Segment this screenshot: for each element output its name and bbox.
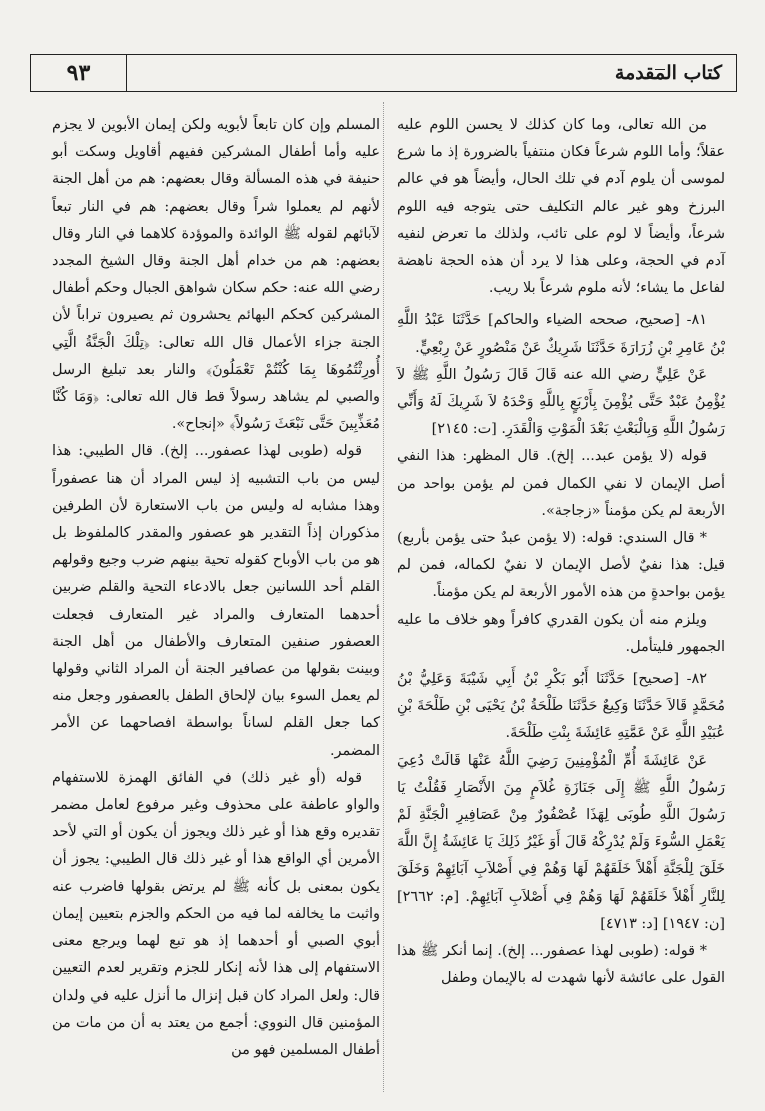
right-column	[397, 112, 725, 993]
hadith-82-matn: عَنْ عَائِشَةَ أُمِّ الْمُؤْمِنِينَ رَضِيَ اللَّهُ عَنْهَا قَالَتْ دُعِيَ رَسُولُ اللَّهِ ﷺ إِلَى جَنَازَةِ غُلاَمٍ مِنَ الأَنْصَارِ فَقُلْتُ يَا رَسُولَ اللَّهِ طُوبَى لِهَذَا عُصْفُورٌ مِنْ عَصَافِيرِ الْجَنَّةِ لَمْ يَعْمَلِ السُّوءَ وَلَمْ يُدْرِكْهُ قَالَ أَوَ غَيْرُ ذَلِكَ يَا عَائِشَةُ إِنَّ اللَّهَ خَلَقَ لِلْجَنَّةِ أَهْلاً خَلَقَهُمْ لَهَا وَهُمْ فِي أَصْلاَبِ آبَائِهِمْ وَخَلَقَ لِلنَّارِ أَهْلاً خَلَقَهُمْ لَهَا وَهُمْ فِي أَصْلاَبِ آبَائِهِمْ. [م: ٢٦٦٢] [ن: ١٩٤٧] [د: ٤٧١٣]	[397, 752, 725, 932]
header-dash	[655, 69, 665, 70]
commentary-81-sindi: * قال السندي: قوله: (لا يؤمن عبدٌ حتى يؤمن بأربع) قيل: هذا نفيٌ لأصل الإيمان لا نفيٌ لكماله، فمن لم يؤمن بواحدةٍ من هذه الأمور الأربعة لم يكن مؤمناً.	[397, 530, 725, 601]
column-separator	[383, 102, 384, 1092]
commentary-81-note: ويلزم منه أن يكون القدري كافراً وهو خلاف ما عليه الجمهور فليتأمل.	[397, 611, 725, 655]
paragraph-commentary-end: من الله تعالى، وما كان كذلك لا يحسن اللوم عليه عقلاً؛ وأما اللوم شرعاً فكان منتفياً بالضرورة إذ ما شرع لموسى أن يلوم آدم في تلك الحال، وأيضاً هو في عالم البرزخ وهو غير عالم التكليف حتى يتوجه فيه اللوم شرعاً، وأيضاً لا لوم على تائب، ولذلك ما تعرض لنفيه آدم في الحجة، وعلى هذا لا يرد أن هذه الحجة ناهضة لفاعل ما يشاء؛ لأنه ملوم شرعاً بلا ريب.	[397, 117, 725, 297]
commentary-81-mazhar: قوله (لا يؤمن عبد... إلخ). قال المظهر: هذا النفي أصل الإيمان لا نفي الكمال فمن لم يؤمن بواحد من الأربعة لم يكن مؤمناً «زجاجة».	[397, 448, 725, 519]
header-divider	[126, 55, 127, 91]
commentary-tibi-sparrow: قوله (طوبى لهذا عصفور... إلخ). قال الطيبي: هذا ليس من باب التشبيه إذ ليس المراد أن هنا عصفوراً وهذا مشابه له وليس من باب الاستعارة لأن الطرفين مذكوران إذاً التقدير هو عصفور والمقدر كالملفوظ بل هو من باب الأوباح كقوله تحية بينهم ضرب وجيع وقولهم القلم أحد اللسانين جعل بالادعاء التحية والقلم ضربين أحدهما المتعارف والمراد غير المتعارف فجعلت العصفور صنفين المتعارف والأطفال من أهل الجنة وبينت بقولها من عصافير الجنة أن المراد الثاني وقولها لم يعمل السوء بيان لإلحاق الطفل بالعصفور وجعل منه كما جعل القلم لساناً بواسطة افصاحهما عن الأمر المضمر.	[52, 443, 380, 759]
page-number: ٩٣	[66, 60, 91, 86]
hadith-82-isnad: ٨٢- [صحيح] حَدَّثَنَا أَبُو بَكْرِ بْنُ أَبِي شَيْبَةَ وَعَلِيُّ بْنُ مُحَمَّدٍ قَالاَ حَدَّثَنَا وَكِيعٌ حَدَّثَنَا طَلْحَةُ بْنُ يَحْيَى بْنِ طَلْحَةَ بْنِ عُبَيْدِ اللَّهِ عَنْ عَمَّتِهِ عَائِشَةَ بِنْتِ طَلْحَةَ.	[397, 671, 725, 742]
commentary-aw-ghayr: قوله (أو غير ذلك) في الفائق الهمزة للاستفهام والواو عاطفة على محذوف وغير مرفوع لعامل مضمر تقديره وقع هذا أو غير ذلك ويجوز أن يكون أو التي لأحد الأمرين أي الواقع هذا أو غير ذلك قال الطيبي: يجوز أن يكون بمعنى بل كأنه ﷺ لم يرتض بقولها فاضرب عنه واثبت ما يخالفه لما فيه من الحكم والجزم بتعيين إيمان أبوي الصبي أو أحدهما إذ هو تبع لهما ويرجع معنى الاستفهام إلى هذا لأنه إنكار للجزم وتقرير لعدم التعيين قال: ولعل المراد كان قبل إنزال ما أنزل عليه في ولدان المؤمنين قال النووي: أجمع من يعتد به أن من مات من أطفال المسلمين فهو من	[52, 769, 380, 1058]
book-title: كتاب المقدمة	[614, 62, 722, 84]
hadith-81-matn: عَنْ عَلِيٍّ رضي الله عنه قَالَ قَالَ رَسُولُ اللَّهِ ﷺ لاَ يُؤْمِنُ عَبْدٌ حَتَّى يُؤْمِنَ بِأَرْبَعٍ بِاللَّهِ وَحْدَهُ لاَ شَرِيكَ لَهُ وَأَنِّي رَسُولُ اللَّهِ وَبِالْبَعْثِ بَعْدَ الْمَوْتِ وَالْقَدَرِ. [ت: ٢١٤٥]	[397, 366, 725, 438]
commentary-82-start: * قوله: (طوبى لهذا عصفور... إلخ). إنما أنكر ﷺ هذا القول على عائشة لأنها شهدت له بالإيمان وطفل	[397, 943, 725, 987]
page-header	[30, 54, 737, 92]
hadith-81-isnad: ٨١- [صحيح، صححه الضياء والحاكم] حَدَّثَنَا عَبْدُ اللَّهِ بْنُ عَامِرِ بْنِ زُرَارَةَ حَدَّثَنَا شَرِيكٌ عَنْ مَنْصُورٍ عَنْ رِبْعِيٍّ.	[397, 312, 725, 356]
commentary-children-fate: المسلم وإن كان تابعاً لأبويه ولكن إيمان الأبوين لا يجزم عليه وأما أطفال المشركين ففيهم أقاويل وسكت أبو حنيفة في هذه المسألة وقال بعضهم: هم من أهل الجنة لأنهم لم يعملوا شراً وقال بعضهم: هم في النار تبعاً لآبائهم لقوله ﷺ الوائدة والموؤدة كلاهما في النار وقال بعضهم: هم من خدام أهل الجنة وقال الشيخ المجدد رضي الله عنه: حكم سكان شواهق الجبال وحكم أطفال المشركين كحكم البهائم يحشرون ثم يصيرون تراباً لأن الجنة جزاء الأعمال قال الله تعالى: ﴿تِلْكَ الْجَنَّةُ الَّتِي أُورِثْتُمُوهَا بِمَا كُنْتُمْ تَعْمَلُونَ﴾ والنار بعد تبليغ الرسل والصبي لم يشاهد رسولاً قط قال الله تعالى: ﴿وَمَا كُنَّا مُعَذِّبِينَ حَتَّى نَبْعَثَ رَسُولاً﴾ «إنجاح».	[52, 117, 380, 433]
left-column	[52, 112, 380, 1064]
